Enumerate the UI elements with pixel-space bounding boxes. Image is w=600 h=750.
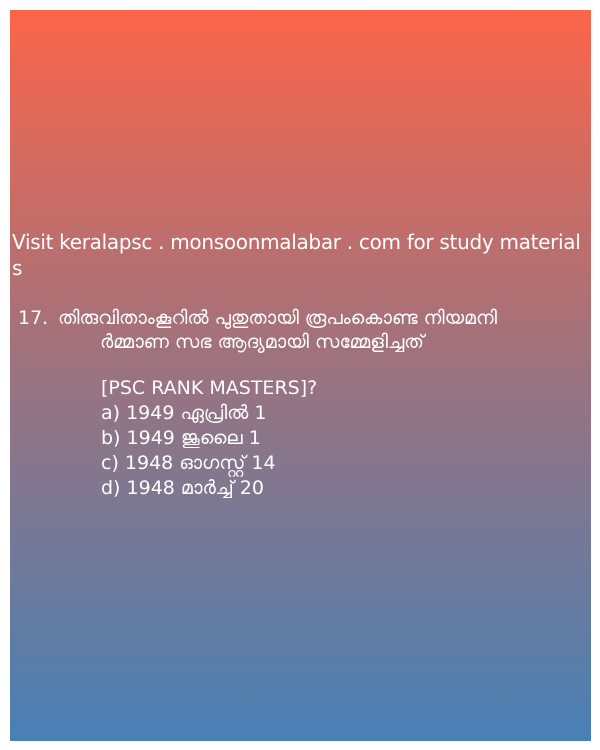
- question-text: [58, 306, 590, 354]
- source-tag: [PSC RANK MASTERS]?: [101, 377, 318, 399]
- question-text-line-2: ർമ്മാണ സഭ ആദ്യമായി സമ്മേളിച്ചത്: [100, 331, 425, 353]
- site-promo-text: Visit keralapsc . monsoonmalabar . com for study materials: [12, 230, 581, 280]
- option-a: a) 1949 ഏപ്രിൽ 1: [101, 402, 267, 424]
- question-text-line-1: തിരുവിതാംകൂറിൽ പുതുതായി രൂപംകൊണ്ട നിയമനി: [58, 307, 497, 329]
- option-d: d) 1948 മാർച്ച് 20: [101, 477, 264, 499]
- option-c: c) 1948 ഓഗസ്റ്റ് 14: [101, 452, 276, 474]
- answer-options: [101, 401, 276, 501]
- question-card: [10, 10, 591, 741]
- question-number: 17.: [18, 307, 49, 329]
- option-b: b) 1949 ജൂലൈ 1: [101, 427, 261, 449]
